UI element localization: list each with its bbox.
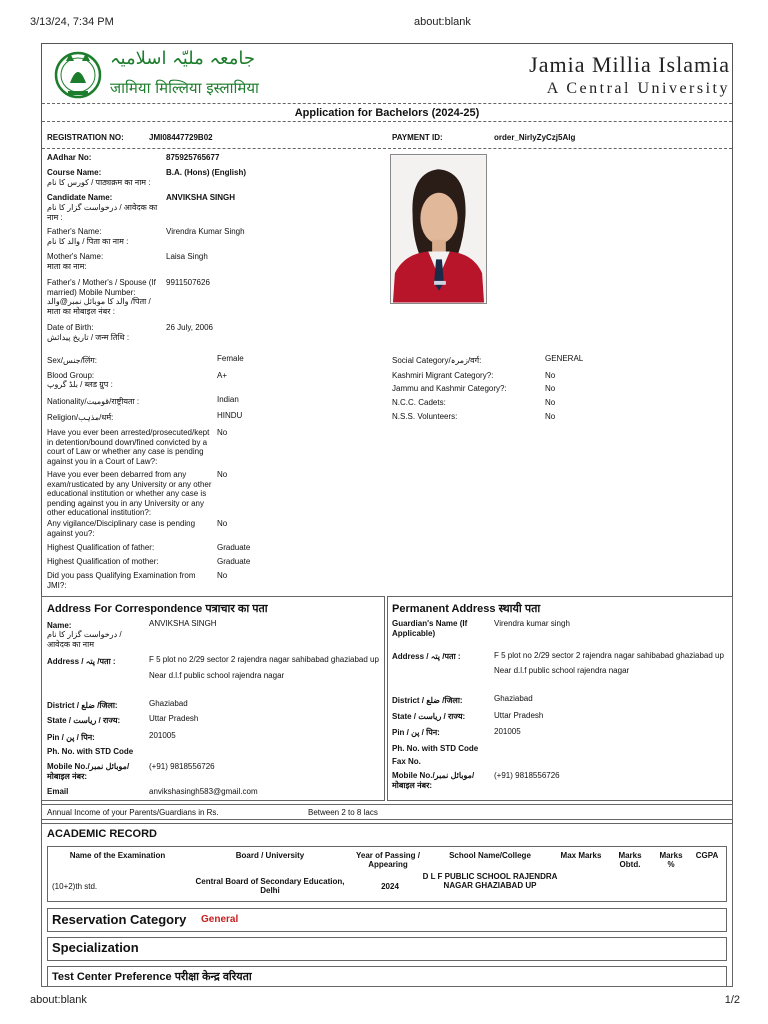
university-logo-icon: [52, 47, 104, 103]
dob-value: 26 July, 2006: [166, 323, 213, 332]
father-qualification-label: Highest Qualification of father:: [47, 543, 155, 552]
corr-state-value: Uttar Pradesh: [149, 714, 199, 723]
perm-guardian-value: Virendra kumar singh: [494, 619, 570, 628]
print-top-url: about:blank: [414, 16, 471, 28]
course-value: B.A. (Hons) (English): [166, 168, 246, 177]
reservation-label: Reservation Category: [52, 912, 187, 927]
sex-label: Sex/جنس/लिंग:: [47, 356, 98, 365]
nationality-label: Nationality/قومیت/राष्ट्रीयता :: [47, 397, 140, 406]
perm-mobile-label: Mobile No./موبائل نمبر/: [392, 771, 475, 780]
test-center-label: Test Center Preference परीक्षा केन्द्र वरियता: [52, 971, 252, 983]
mother-label: Mother's Name:: [47, 252, 104, 261]
perm-address-label: Address / پتہ /पता :: [392, 652, 461, 661]
jmi-qualifying-question: Did you pass Qualifying Examination from JMI?:: [47, 571, 196, 590]
father-label: Father's Name:: [47, 227, 102, 236]
corr-email-label: Email: [47, 787, 69, 796]
corr-name-label: Name:: [47, 621, 72, 630]
perm-state-value: Uttar Pradesh: [494, 711, 544, 720]
corr-address-line1: F 5 plot no 2/29 sector 2 rajendra nagar sahibabad ghaziabad up: [149, 655, 379, 664]
dob-label: Date of Birth:: [47, 323, 94, 332]
sex-value: Female: [217, 354, 244, 363]
perm-district-value: Ghaziabad: [494, 694, 533, 703]
religion-value: HINDU: [217, 411, 243, 420]
university-name-urdu: جامعہ ملیّہ اسلامیہ: [110, 48, 255, 69]
blood-group-label-sub: بلڈ گروپ / ब्लड ग्रुप :: [47, 380, 113, 389]
parent-mobile-label: Father's / Mother's / Spouse (If married) Mobile Number:: [47, 278, 156, 297]
kashmiri-migrant-label: Kashmiri Migrant Category?:: [392, 371, 494, 380]
col-year: Year of Passing / Appearing: [355, 851, 421, 869]
candidate-label: Candidate Name:: [47, 193, 113, 202]
print-datetime: 3/13/24, 7:34 PM: [30, 16, 114, 28]
perm-pin-value: 201005: [494, 727, 521, 736]
specialization-box: [47, 937, 727, 961]
nationality-value: Indian: [217, 395, 239, 404]
corr-name-label-sub: درخواست گزار کا نام / आवेदक का नाम: [47, 630, 122, 649]
mother-label-sub: माता का नाम:: [47, 262, 87, 271]
mother-value: Laisa Singh: [166, 252, 208, 261]
parent-mobile-label-sub: والد کا موبائل نمبر@والد /पिता / माता का मोबाइल नंबर :: [47, 297, 151, 316]
arrested-answer: No: [217, 428, 228, 437]
arrested-question: Have you ever been arrested/prosecuted/kept in detention/bound down/fined convicted by a court of Law or whether any case is pending against you in a Court of Law?:: [47, 428, 210, 466]
mother-qualification-label: Highest Qualification of mother:: [47, 557, 159, 566]
specialization-label: Specialization: [52, 940, 139, 955]
divider: [42, 121, 732, 122]
corr-email-value: anvikshasingh583@gmail.com: [149, 787, 258, 796]
kashmiri-migrant-value: No: [545, 371, 556, 380]
university-subtitle: A Central University: [546, 80, 730, 97]
perm-pin-label: Pin / پن / पिन:: [392, 728, 440, 737]
application-title: Application for Bachelors (2024-25): [294, 107, 480, 119]
divider: [42, 103, 732, 104]
registration-value: JMI08447729B02: [149, 133, 213, 142]
income-label: Annual Income of your Parents/Guardians in Rs.: [47, 808, 219, 817]
candidate-value: ANVIKSHA SINGH: [166, 193, 236, 202]
perm-guardian-label: Guardian's Name (If Applicable): [392, 619, 468, 638]
permanent-title: Permanent Address स्थायी पता: [392, 603, 541, 615]
nss-label: N.S.S. Volunteers:: [392, 412, 458, 421]
corr-pin-value: 201005: [149, 731, 176, 740]
jk-category-label: Jammu and Kashmir Category?:: [392, 384, 507, 393]
social-category-value: GENERAL: [545, 354, 584, 363]
perm-phone-label: Ph. No. with STD Code: [392, 744, 479, 753]
vigilance-answer: No: [217, 519, 228, 528]
col-max-marks: Max Marks: [560, 851, 602, 860]
col-school: School Name/College: [449, 851, 531, 860]
corr-mobile-label: Mobile No./موبائل نمبر/: [47, 762, 130, 771]
payment-label: PAYMENT ID:: [392, 133, 443, 142]
debarred-answer: No: [217, 470, 228, 479]
university-name-hindi: जामिया मिल्लिया इस्लामिया: [110, 79, 259, 97]
divider: [42, 148, 732, 149]
corr-state-label: State / ریاست / राज्य:: [47, 716, 121, 725]
university-name-english: Jamia Millia Islamia: [529, 52, 730, 77]
blood-group-value: A+: [217, 371, 228, 380]
religion-label: Religion/مذہب/धर्म:: [47, 413, 114, 422]
father-value: Virendra Kumar Singh: [166, 227, 245, 236]
income-value: Between 2 to 8 lacs: [308, 808, 378, 817]
corr-address-label: Address / پتہ /पता :: [47, 657, 116, 666]
row-board: Central Board of Secondary Education, Delhi: [195, 877, 345, 895]
corr-district-label: District / ضلع /जिला:: [47, 701, 118, 710]
ncc-value: No: [545, 398, 556, 407]
corr-name-value: ANVIKSHA SINGH: [149, 619, 217, 628]
vigilance-question: Any vigilance/Disciplinary case is pending against you?:: [47, 519, 196, 538]
corr-district-value: Ghaziabad: [149, 699, 188, 708]
nss-value: No: [545, 412, 556, 421]
corr-mobile-label-hi: मोबाइल नंबर:: [47, 772, 88, 781]
print-bottom-url: about:blank: [30, 994, 87, 1006]
course-label: Course Name:: [47, 168, 102, 177]
row-school: D L F PUBLIC SCHOOL RAJENDRA NAGAR GHAZIABAD UP: [422, 872, 558, 890]
perm-mobile-label-hi: मोबाइल नंबर:: [392, 781, 433, 790]
col-marks-percent: Marks %: [659, 851, 683, 869]
aadhar-label: AAdhar No:: [47, 153, 92, 162]
ncc-label: N.C.C. Cadets:: [392, 398, 446, 407]
blood-group-label: Blood Group:: [47, 371, 95, 380]
col-board: Board / University: [235, 851, 305, 860]
mother-qualification-value: Graduate: [217, 557, 251, 566]
course-label-sub: کورس کا نام / पाठ्यक्रम का नाम :: [47, 178, 151, 187]
print-page-number: 1/2: [724, 994, 740, 1006]
corr-phone-label: Ph. No. with STD Code: [47, 747, 134, 756]
perm-state-label: State / ریاست / राज्य:: [392, 712, 466, 721]
father-qualification-value: Graduate: [217, 543, 251, 552]
father-label-sub: والد کا نام / पिता का नाम :: [47, 237, 129, 246]
col-cgpa: CGPA: [695, 851, 719, 860]
perm-address-line1: F 5 plot no 2/29 sector 2 rajendra nagar sahibabad ghaziabad up: [494, 651, 724, 660]
perm-address-line2: Near d.l.f public school rajendra nagar: [494, 666, 630, 675]
perm-mobile-value: (+91) 9818556726: [494, 771, 560, 780]
aadhar-value: 875925765677: [166, 153, 220, 162]
row-exam: (10+2)th std.: [52, 882, 98, 891]
correspondence-title: Address For Correspondence पत्राचार का पता: [47, 603, 268, 615]
registration-label: REGISTRATION NO:: [47, 133, 124, 142]
corr-pin-label: Pin / پن / पिन:: [47, 733, 95, 742]
perm-fax-label: Fax No.: [392, 757, 421, 766]
col-exam-name: Name of the Examination: [69, 851, 166, 860]
perm-district-label: District / ضلع /जिला:: [392, 696, 463, 705]
parent-mobile-value: 9911507626: [166, 278, 210, 287]
jmi-qualifying-answer: No: [217, 571, 228, 580]
corr-mobile-value: (+91) 9818556726: [149, 762, 215, 771]
dob-label-sub: تاریخ پیدائش / जन्म तिथि :: [47, 333, 130, 342]
social-category-label: Social Category/زمرہ/वर्ग:: [392, 356, 482, 365]
academic-title: ACADEMIC RECORD: [47, 828, 157, 840]
candidate-photo: [390, 154, 487, 304]
row-year: 2024: [381, 882, 399, 891]
debarred-question: Have you ever been debarred from any exam/rusticated by any University or any other educational institution or whether any case is pending against you in any University or any other educational institution?:: [47, 470, 212, 517]
jk-category-value: No: [545, 384, 556, 393]
candidate-label-sub: درخواست گزار کا نام / आवेदक का नाम :: [47, 203, 158, 222]
reservation-value: General: [201, 914, 239, 925]
col-marks-obtd: Marks Obtd.: [618, 851, 642, 869]
corr-address-line2: Near d.l.f public school rajendra nagar: [149, 671, 285, 680]
payment-value: order_NirlyZyCzj5Alg: [494, 133, 576, 142]
